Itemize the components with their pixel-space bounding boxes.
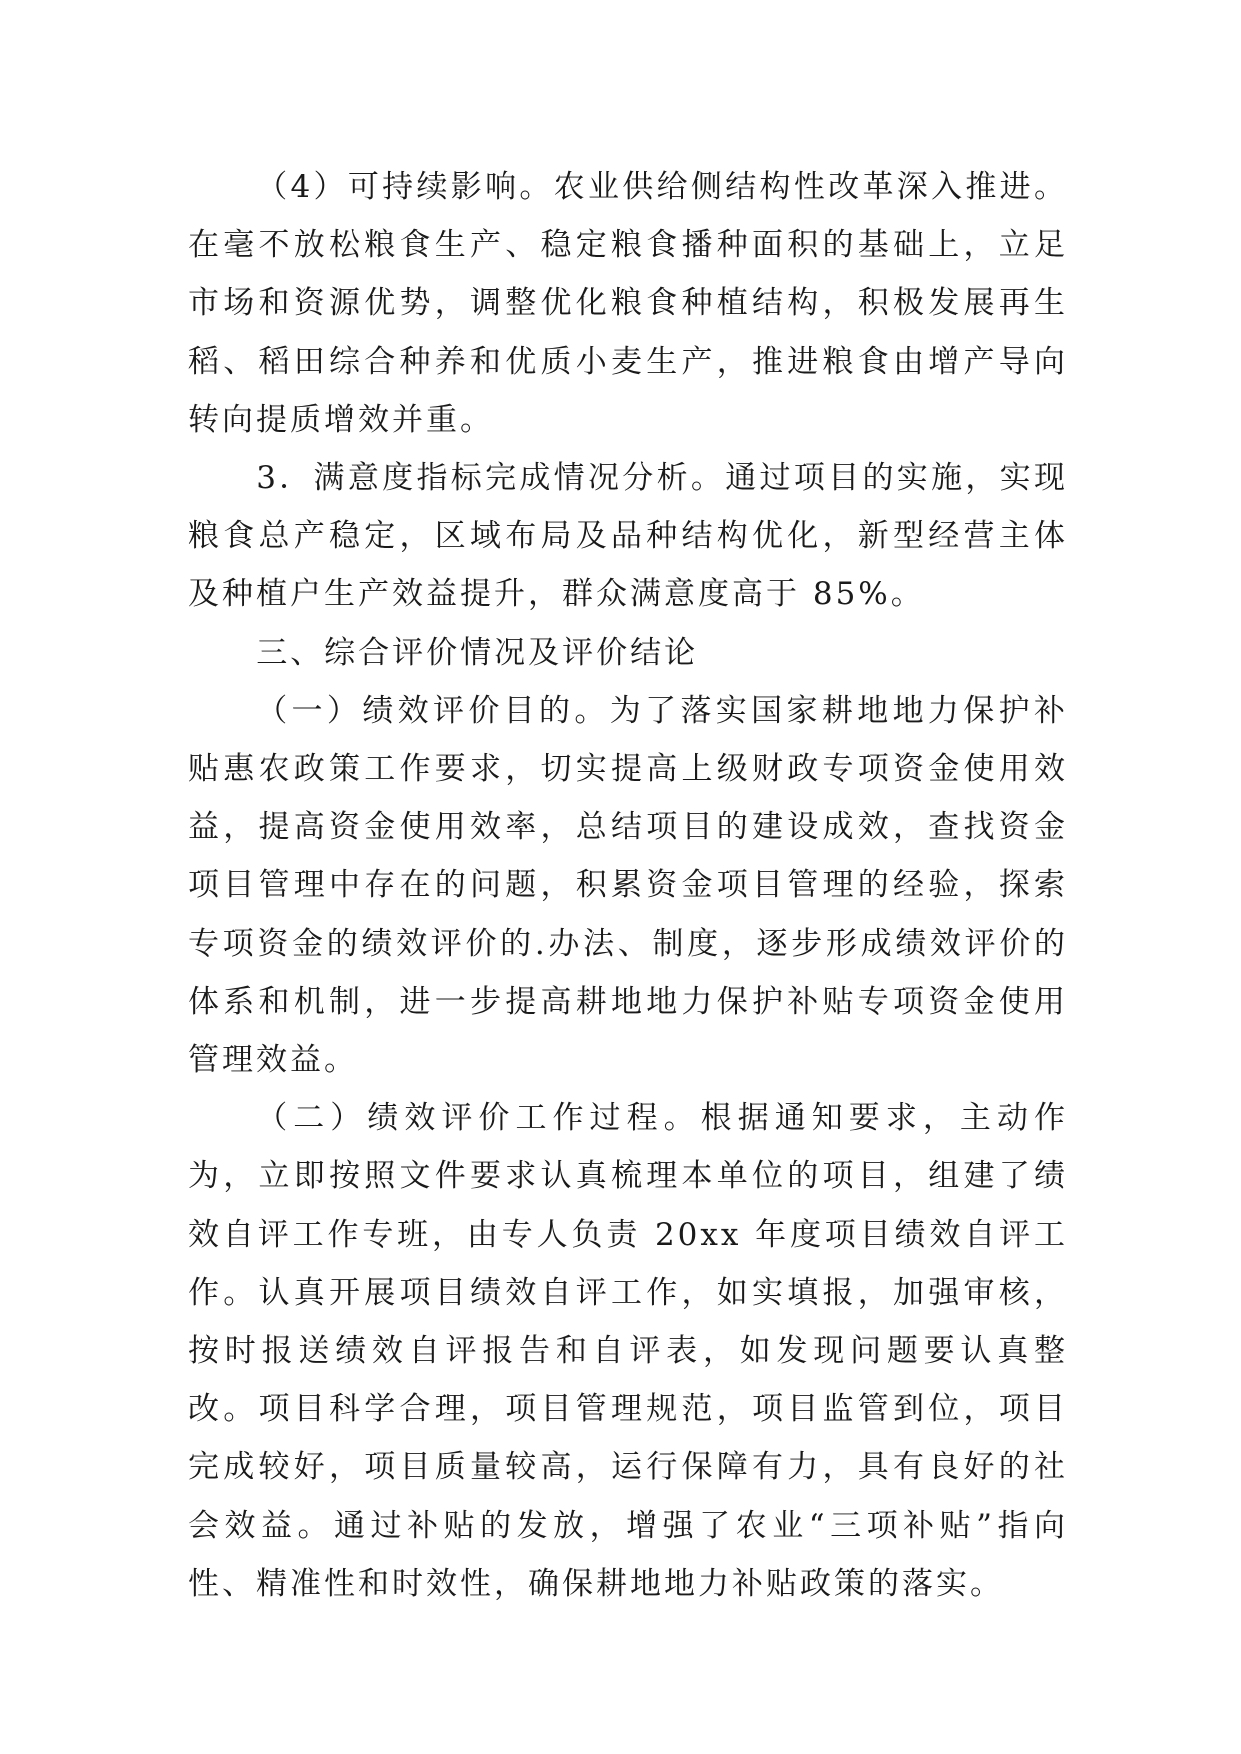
section-heading-evaluation: 三、综合评价情况及评价结论 bbox=[256, 634, 699, 671]
document-body bbox=[188, 158, 1068, 1613]
paragraph-evaluation-process: （二）绩效评价工作过程。根据通知要求，主动作为，立即按照文件要求认真梳理本单位的项目，组建了绩效自评工作专班，由专人负责 20xx 年度项目绩效自评工作。认真开展项目绩效自评工作，如实填报，加强审核，按时报送绩效自评报告和自评表，如发现问题要认真整改。项目科学合理，项目管理规范，项目监管到位，项目完成较好，项目质量较高，运行保障有力，具有良好的社会效益。通过补贴的发放，增强了农业“三项补贴”指向性、精准性和时效性，确保耕地地力补贴政策的落实。 bbox=[188, 1100, 1068, 1602]
paragraph-evaluation-purpose: （一）绩效评价目的。为了落实国家耕地地力保护补贴惠农政策工作要求，切实提高上级财政专项资金使用效益，提高资金使用效率，总结项目的建设成效，查找资金项目管理中存在的问题，积累资金项目管理的经验，探索专项资金的绩效评价的.办法、制度，逐步形成绩效评价的体系和机制，进一步提高耕地地力保护补贴专项资金使用管理效益。 bbox=[188, 692, 1068, 1079]
paragraph-satisfaction-analysis: 3．满意度指标完成情况分析。通过项目的实施，实现粮食总产稳定，区域布局及品种结构优化，新型经营主体及种植户生产效益提升，群众满意度高于 85%。 bbox=[188, 460, 1068, 613]
paragraph-sustainable-impact: （4）可持续影响。农业供给侧结构性改革深入推进。在毫不放松粮食生产、稳定粮食播种面积的基础上，立足市场和资源优势，调整优化粮食种植结构，积极发展再生稻、稻田综合种养和优质小麦生产，推进粮食由增产导向转向提质增效并重。 bbox=[188, 169, 1068, 438]
